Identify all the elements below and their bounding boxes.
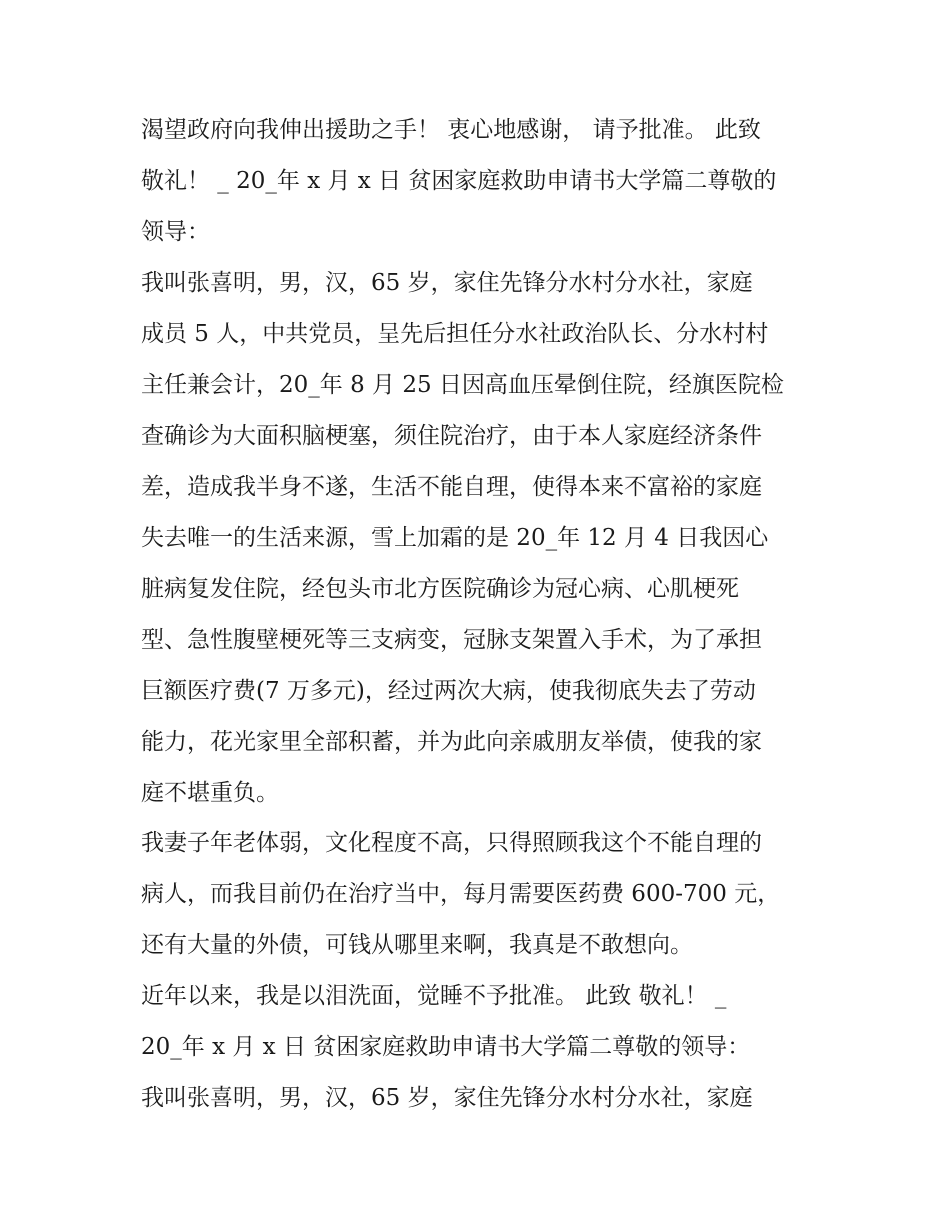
text-line: 还有大量的外债，可钱从哪里来啊，我真是不敢想向。 <box>141 932 693 958</box>
text-line: 能力，花光家里全部积蓄，并为此向亲戚朋友举债，使我的家 <box>141 729 762 755</box>
text-line: 型、急性腹壁梗死等三支病变，冠脉支架置入手术，为了承担 <box>141 627 762 653</box>
text-line: 我叫张喜明，男，汉，65 岁，家住先锋分水村分水社，家庭 <box>141 270 753 296</box>
text-line: 失去唯一的生活来源，雪上加霜的是 20_年 12 月 4 日我因心 <box>141 525 769 551</box>
text-line: 主任兼会计，20_年 8 月 25 日因高血压晕倒住院，经旗医院检 <box>141 372 784 398</box>
text-line: 渴望政府向我伸出援助之手！ 衷心地感谢， 请予批准。 此致 <box>141 117 761 143</box>
text-line: 成员 5 人，中共党员，呈先后担任分水社政治队长、分水村村 <box>141 321 769 347</box>
text-line: 近年以来，我是以泪洗面，觉睡不予批准。 此致 敬礼！ _ <box>141 983 727 1009</box>
text-line: 20_年 x 月 x 日 贫困家庭救助申请书大学篇二尊敬的领导： <box>141 1034 751 1060</box>
text-line: 差，造成我半身不遂，生活不能自理，使得本来不富裕的家庭 <box>141 474 762 500</box>
text-line: 庭不堪重负。 <box>141 780 279 806</box>
text-line: 我叫张喜明，男，汉，65 岁，家住先锋分水村分水社，家庭 <box>141 1085 753 1111</box>
text-line: 查确诊为大面积脑梗塞，须住院治疗，由于本人家庭经济条件 <box>141 423 762 449</box>
text-line: 敬礼！ _ 20_年 x 月 x 日 贫困家庭救助申请书大学篇二尊敬的 <box>141 168 777 194</box>
text-line: 病人，而我目前仍在治疗当中，每月需要医药费 600-700 元， <box>141 881 781 907</box>
text-line: 巨额医疗费(7 万多元)，经过两次大病，使我彻底失去了劳动 <box>141 678 756 704</box>
text-line: 我妻子年老体弱，文化程度不高，只得照顾我这个不能自理的 <box>141 830 762 856</box>
text-line: 领导： <box>141 219 210 245</box>
text-line: 脏病复发住院，经包头市北方医院确诊为冠心病、心肌梗死 <box>141 576 739 602</box>
